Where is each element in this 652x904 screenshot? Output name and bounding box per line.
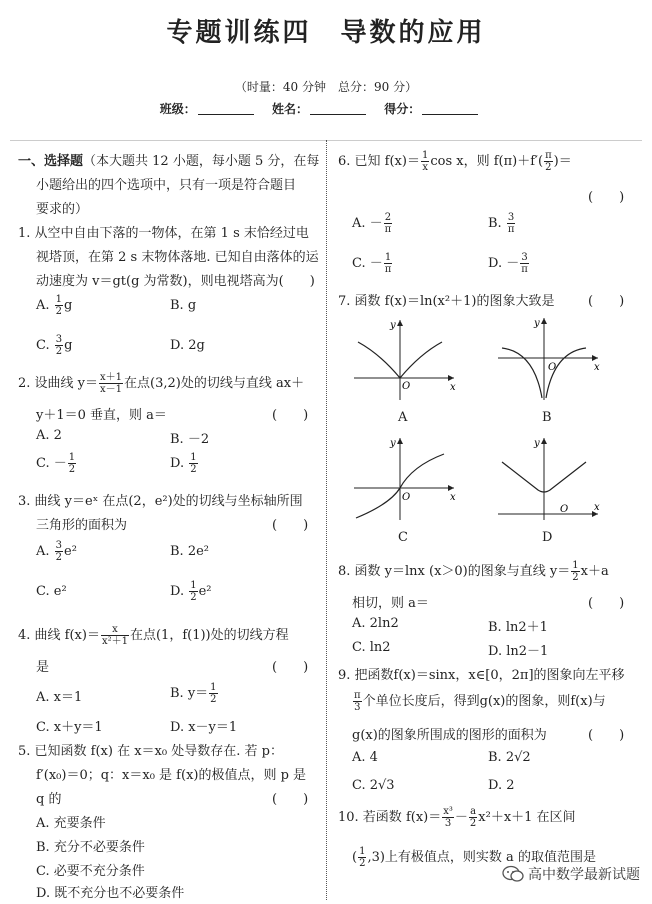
svg-text:x: x: [450, 492, 456, 503]
svg-text:y: y: [390, 320, 396, 331]
q7-label-b: B: [542, 410, 552, 425]
q8-option-c[interactable]: C. ln2: [352, 640, 391, 655]
q4-answer-paren[interactable]: ( ): [272, 660, 309, 675]
q10-stem: ( $\frac{1}{2}$ ,3)上有极值点，则实数 a 的取值范围是: [352, 846, 596, 869]
q1-stem: 视塔顶，在第 2 s 末物体落地. 已知自由落体的运: [36, 250, 319, 265]
score-field[interactable]: [422, 102, 478, 115]
svg-text:O: O: [402, 381, 411, 392]
q5-stem: q 的: [36, 792, 62, 807]
q2-stem: 2. 设曲线 y＝ $\frac{x+1}{x-1}$ 在点(3,2)处的切线与直线 ax＋: [18, 372, 305, 395]
q7-graph-a[interactable]: [350, 314, 460, 404]
svg-text:x: x: [594, 362, 600, 373]
svg-text:O: O: [548, 362, 557, 373]
q9-answer-paren[interactable]: ( ): [588, 728, 625, 743]
svg-text:O: O: [560, 504, 569, 515]
q5-option-c[interactable]: C. 必要不充分条件: [36, 864, 145, 879]
watermark: 高中数学最新试题: [502, 864, 640, 884]
time-info: （时量：40 分钟 总分：90 分）: [234, 80, 418, 94]
q8-stem: 相切，则 a＝: [352, 596, 429, 611]
q10-stem: 10. 若函数 f(x)＝ $\frac{\text{x³}}{3}$ － $\frac{a}{2}$ x²＋x＋1 在区间: [338, 806, 576, 829]
q3-option-b[interactable]: B. 2e²: [170, 544, 209, 559]
q3-stem: 三角形的面积为: [36, 518, 128, 533]
q6-option-a[interactable]: A. － $\frac{2}{\pi}$: [352, 212, 392, 235]
q2-option-a[interactable]: A. 2: [36, 428, 62, 443]
q2-option-b[interactable]: B. －2: [170, 432, 210, 447]
q4-option-c[interactable]: C. x＋y＝1: [36, 720, 103, 735]
q7-graph-c[interactable]: [350, 434, 460, 524]
q8-option-a[interactable]: A. 2ln2: [352, 616, 399, 631]
q5-option-d[interactable]: D. 既不充分也不必要条件: [36, 886, 185, 901]
q5-option-a[interactable]: A. 充要条件: [36, 816, 106, 831]
q9-option-c[interactable]: C. 2√3: [352, 778, 395, 793]
name-label: 姓名：: [271, 102, 308, 116]
q7-label-c: C: [398, 530, 408, 545]
section-heading: 一、选择题: [18, 154, 84, 169]
student-info-fields: [0, 100, 652, 117]
q3-stem: 3. 曲线 y＝eˣ 在点(2，e²)处的切线与坐标轴所围: [18, 494, 303, 509]
q1-stem: 动速度为 v＝gt(g 为常数)，则电视塔高为( ): [36, 274, 315, 289]
svg-text:y: y: [534, 318, 540, 329]
wechat-icon: [502, 865, 524, 883]
section-instructions: 要求的）: [36, 202, 89, 217]
q2-stem: y＋1＝0 垂直，则 a＝: [36, 408, 167, 423]
q6-option-b[interactable]: B. $\frac{3}{\pi}$: [488, 212, 515, 235]
q4-stem: 是: [36, 660, 50, 675]
q7-stem: 7. 函数 f(x)＝ln(x²＋1)的图象大致是: [338, 294, 555, 309]
class-field[interactable]: [198, 102, 254, 115]
q1-option-b[interactable]: B. g: [170, 298, 197, 313]
q1-option-c[interactable]: C. $\frac{3}{2}$ g: [36, 334, 73, 357]
q6-answer-paren[interactable]: ( ): [588, 190, 625, 205]
q9-option-b[interactable]: B. 2√2: [488, 750, 531, 765]
q5-stem: 5. 已知函数 f(x) 在 x＝x₀ 处导数存在. 若 p：: [18, 744, 283, 759]
q5-answer-paren[interactable]: ( ): [272, 792, 309, 807]
svg-text:x: x: [594, 502, 600, 513]
q3-option-d[interactable]: D. $\frac{1}{2}$ e²: [170, 580, 212, 603]
q4-stem: 4. 曲线 f(x)＝ $\frac{x}{\text{x²＋1}}$ 在点(1，f(1))处的切线方程: [18, 624, 289, 647]
column-divider: [326, 140, 327, 900]
score-label: 得分：: [384, 102, 421, 116]
svg-text:O: O: [402, 492, 411, 503]
q9-stem: g(x)的图象所围成的图形的面积为: [352, 728, 547, 743]
q7-label-a: A: [398, 410, 408, 425]
q5-stem: f′(x₀)＝0；q：x＝x₀ 是 f(x)的极值点，则 p 是: [36, 768, 307, 783]
q6-stem: 6. 已知 f(x)＝ $\frac{1}{x}$ cos x，则 f(π)＋f′( $\frac{\pi}{2}$ )＝: [338, 150, 572, 173]
q2-option-d[interactable]: D. $\frac{1}{2}$: [170, 452, 197, 475]
q3-answer-paren[interactable]: ( ): [272, 518, 309, 533]
page-title: 专题训练四 导数的应用: [166, 18, 486, 48]
section-instructions: 小题给出的四个选项中，只有一项是符合题目: [36, 178, 297, 193]
q9-option-d[interactable]: D. 2: [488, 778, 515, 793]
q4-option-d[interactable]: D. x－y＝1: [170, 720, 238, 735]
q9-stem: $\frac{\pi}{3}$ 个单位长度后，得到g(x)的图象，则f(x)与: [354, 690, 606, 713]
q1-stem: 1. 从空中自由下落的一物体，在第 1 s 末恰经过电: [18, 226, 309, 241]
class-label: 班级：: [159, 102, 196, 116]
q7-label-d: D: [542, 530, 553, 545]
section-heading-line: 一、选择题（本大题共 12 小题，每小题 5 分，在每: [18, 154, 320, 169]
q8-option-b[interactable]: B. ln2＋1: [488, 620, 548, 635]
q4-option-b[interactable]: B. y＝ $\frac{1}{2}$: [170, 682, 217, 705]
q8-option-d[interactable]: D. ln2－1: [488, 644, 549, 659]
q1-option-d[interactable]: D. 2g: [170, 338, 205, 353]
q6-option-c[interactable]: C. － $\frac{1}{\pi}$: [352, 252, 392, 275]
q9-stem: 9. 把函数f(x)＝sinx，x∈[0，2π]的图象向左平移: [338, 668, 625, 683]
q7-graph-b[interactable]: [494, 314, 604, 404]
q8-stem: 8. 函数 y＝lnx (x＞0)的图象与直线 y＝ $\frac{1}{2}$ x＋a: [338, 560, 609, 583]
q3-option-a[interactable]: A. $\frac{3}{2}$ e²: [36, 540, 77, 563]
q9-option-a[interactable]: A. 4: [352, 750, 378, 765]
q2-answer-paren[interactable]: ( ): [272, 408, 309, 423]
q4-option-a[interactable]: A. x＝1: [36, 690, 83, 705]
q2-option-c[interactable]: C. － $\frac{1}{2}$: [36, 452, 76, 475]
q6-option-d[interactable]: D. － $\frac{3}{\pi}$: [488, 252, 528, 275]
svg-text:x: x: [450, 382, 456, 393]
svg-text:y: y: [534, 438, 540, 449]
svg-text:y: y: [390, 438, 396, 449]
q7-answer-paren[interactable]: ( ): [588, 294, 625, 309]
q8-answer-paren[interactable]: ( ): [588, 596, 625, 611]
q5-option-b[interactable]: B. 充分不必要条件: [36, 840, 145, 855]
q3-option-c[interactable]: C. e²: [36, 584, 67, 599]
q1-option-a[interactable]: A. $\frac{1}{2}$ g: [36, 294, 73, 317]
q7-graph-d[interactable]: [494, 434, 604, 524]
name-field[interactable]: [310, 102, 366, 115]
